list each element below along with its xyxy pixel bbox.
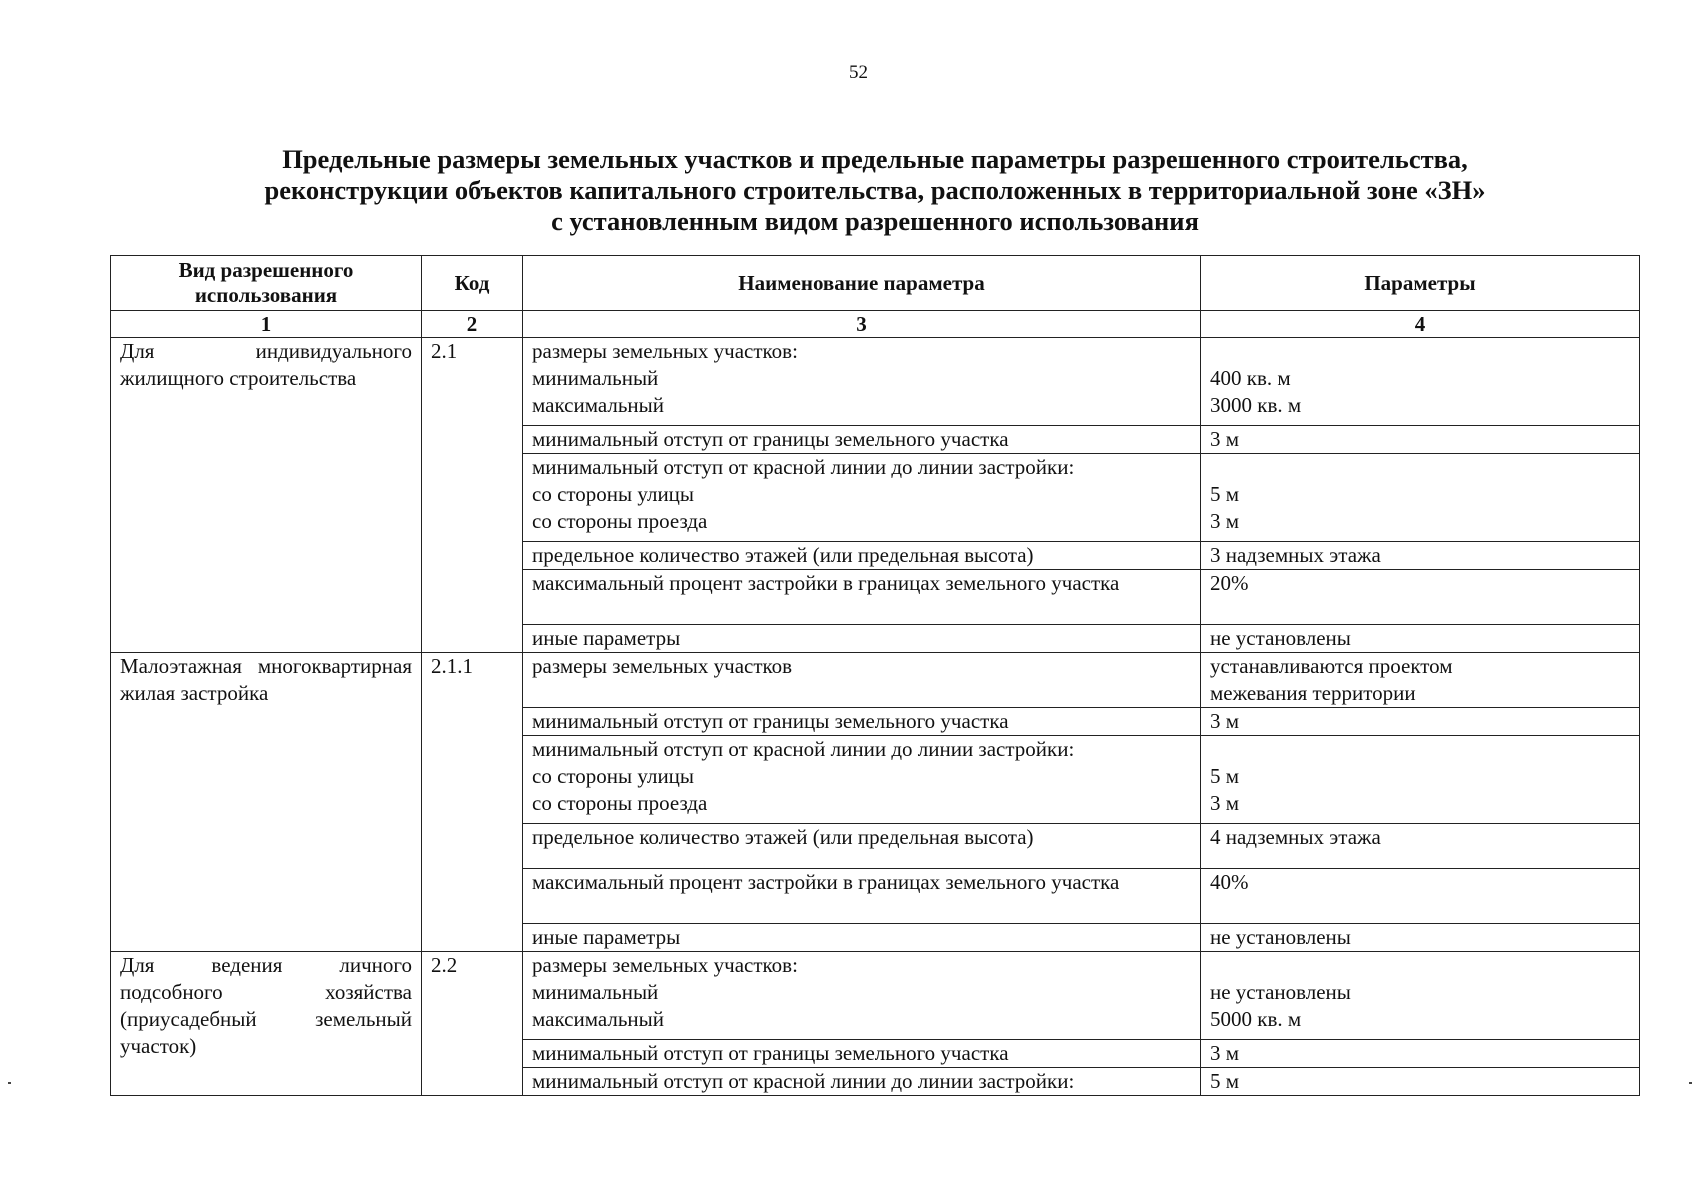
param-name-line: минимальный отступ от красной линии до линии застройки: [532,1069,1075,1093]
param-value-line [1210,952,1630,979]
param-value-line: 4 надземных этажа [1210,825,1381,849]
param-value-cell [1201,338,1640,426]
parameters-table [110,255,1640,1096]
scan-edge-mark [8,1082,11,1084]
title-line-2: реконструкции объектов капитального строительства, расположенных в территориальной зоне «ЗН» [264,175,1486,205]
param-name-line: предельное количество этажей (или предельная высота) [532,825,1034,849]
param-value-cell [1201,736,1640,824]
table-header-row [111,256,1640,311]
param-value-line: 3 м [1210,1041,1240,1065]
header-code: Код [422,256,523,311]
param-value-line: 3000 кв. м [1210,393,1302,417]
param-value-line: устанавливаются проектом [1210,654,1453,678]
param-value-line: 5 м [1210,764,1240,788]
column-number: 3 [523,311,1201,338]
param-value-cell [1201,1068,1640,1096]
param-value-line: 40% [1210,870,1249,894]
param-name-line: со стороны улицы [532,482,695,506]
param-value-line: не установлены [1210,980,1351,1004]
param-name-line: минимальный отступ от красной линии до линии застройки: [532,737,1075,761]
param-name-line: максимальный [532,1007,664,1031]
param-value-cell [1201,708,1640,736]
column-number: 1 [111,311,422,338]
param-name-cell [523,869,1201,924]
column-number: 2 [422,311,523,338]
param-value-line [1210,338,1630,365]
param-name-line: размеры земельных участков: [532,953,798,977]
page-number: 52 [849,62,868,83]
code-cell: 2.1.1 [422,653,523,952]
param-value-cell [1201,454,1640,542]
param-name-line: минимальный [532,366,659,390]
param-name-cell [523,570,1201,625]
param-name-line: размеры земельных участков: [532,339,798,363]
use-type-cell: Для индивидуального жилищного строительства [111,338,422,653]
param-value-line: 3 м [1210,709,1240,733]
param-name-cell [523,924,1201,952]
header-params: Параметры [1201,256,1640,311]
param-name-cell [523,736,1201,824]
param-name-cell [523,1040,1201,1068]
param-name-line: минимальный отступ от границы земельного участка [532,709,1009,733]
param-value-cell [1201,924,1640,952]
param-name-line: размеры земельных участков [532,654,793,678]
param-name-cell [523,338,1201,426]
param-value-line: 3 м [1210,427,1240,451]
title-line-3: с установленным видом разрешенного использования [551,206,1199,236]
param-value-line: не установлены [1210,626,1351,650]
param-name-line: максимальный процент застройки в границах земельного участка [532,571,1120,595]
param-value-line: 5 м [1210,482,1240,506]
param-name-line: предельное количество этажей (или предельная высота) [532,543,1034,567]
document-title [110,144,1640,237]
param-value-cell [1201,426,1640,454]
param-value-cell [1201,625,1640,653]
table-row [111,952,1640,1040]
title-line-1: Предельные размеры земельных участков и предельные параметры разрешенного строительства, [282,144,1468,174]
param-name-cell [523,1068,1201,1096]
param-value-line: 5000 кв. м [1210,1007,1302,1031]
param-value-cell [1201,824,1640,869]
param-value-cell [1201,952,1640,1040]
param-name-cell [523,653,1201,708]
param-name-line: минимальный отступ от границы земельного участка [532,427,1009,451]
header-param-name: Наименование параметра [523,256,1201,311]
table-row [111,653,1640,708]
param-value-line: 5 м [1210,1069,1240,1093]
param-name-line: иные параметры [532,925,681,949]
code-cell: 2.1 [422,338,523,653]
param-name-cell [523,542,1201,570]
param-name-cell [523,426,1201,454]
param-value-line: 3 м [1210,509,1240,533]
column-number: 4 [1201,311,1640,338]
param-value-cell [1201,1040,1640,1068]
param-value-line: 3 м [1210,791,1240,815]
param-value-cell [1201,542,1640,570]
param-name-line: со стороны проезда [532,791,708,815]
column-number-row [111,311,1640,338]
param-value-line: 20% [1210,571,1249,595]
param-name-cell [523,454,1201,542]
table-body [111,338,1640,1096]
param-name-cell [523,824,1201,869]
param-name-line: со стороны улицы [532,764,695,788]
param-name-line: минимальный [532,980,659,1004]
param-value-line [1210,454,1630,481]
scan-edge-mark [1689,1082,1692,1084]
param-name-line: иные параметры [532,626,681,650]
param-value-line [1210,736,1630,763]
param-name-line: минимальный отступ от границы земельного участка [532,1041,1009,1065]
header-use-type: Вид разрешенного использования [111,256,422,311]
param-name-line: минимальный отступ от красной линии до линии застройки: [532,455,1075,479]
param-name-line: со стороны проезда [532,509,708,533]
use-type-cell: Для ведения личного подсобного хозяйства (приусадебный земельный участок) [111,952,422,1096]
param-value-line: межевания территории [1210,681,1416,705]
param-value-line: 3 надземных этажа [1210,543,1381,567]
table-row [111,338,1640,426]
param-name-line: максимальный [532,393,664,417]
param-name-cell [523,952,1201,1040]
param-value-line: 400 кв. м [1210,366,1291,390]
code-cell: 2.2 [422,952,523,1096]
param-name-line: максимальный процент застройки в границах земельного участка [532,870,1120,894]
param-value-cell [1201,869,1640,924]
use-type-cell: Малоэтажная многоквартирная жилая застройка [111,653,422,952]
param-value-line: не установлены [1210,925,1351,949]
param-name-cell [523,708,1201,736]
param-value-cell [1201,653,1640,708]
param-value-cell [1201,570,1640,625]
param-name-cell [523,625,1201,653]
